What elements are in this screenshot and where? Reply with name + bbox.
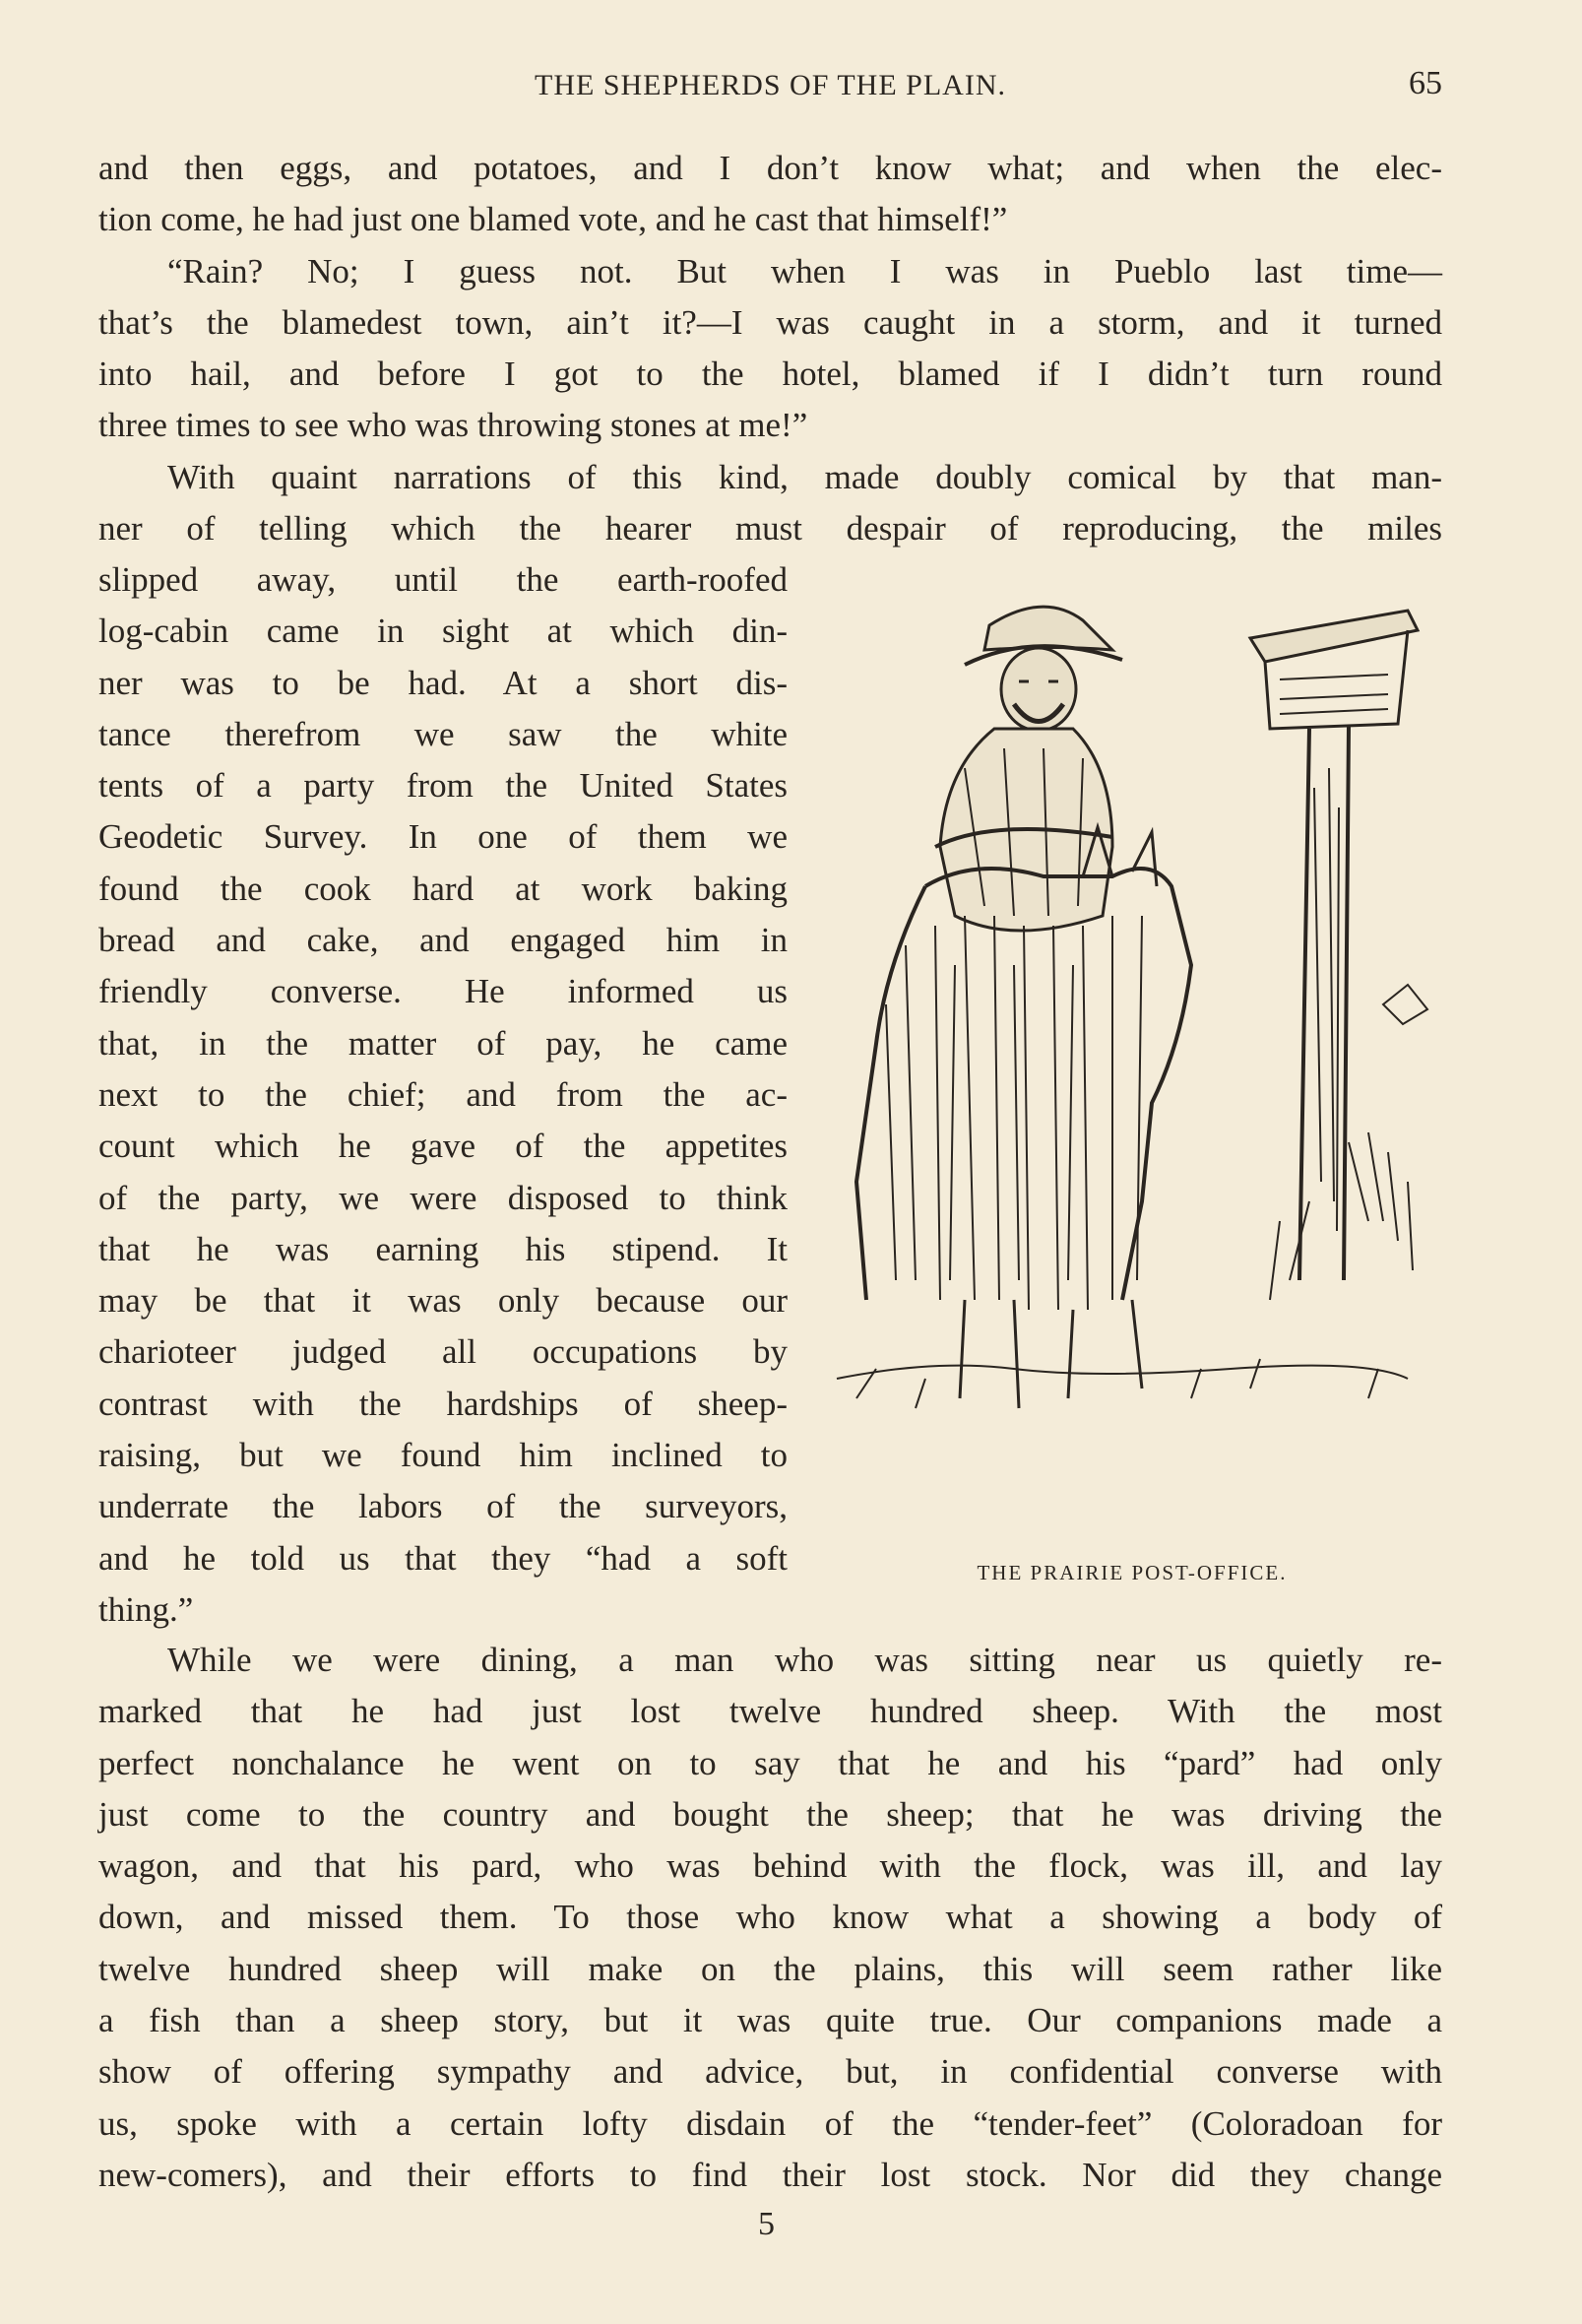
text-line: ner was to be had. At a short dis- — [98, 663, 788, 702]
text-line: thing.” — [98, 1589, 194, 1629]
text-line: tents of a party from the United States — [98, 766, 788, 806]
bottom-text-block — [98, 1635, 1442, 2201]
text-line: charioteer judged all occupations by — [98, 1332, 788, 1372]
text-line: contrast with the hardships of sheep- — [98, 1384, 788, 1423]
text-line: and then eggs, and potatoes, and I don’t know what; and when the elec- — [98, 149, 1442, 187]
text-line: down, and missed them. To those who know what a showing a body of — [98, 1898, 1442, 1937]
page-header — [98, 65, 1442, 108]
top-text-block — [98, 143, 1442, 554]
text-line: tion come, he had just one blamed vote, and he cast that himself!” — [98, 200, 1008, 239]
text-line: Geodetic Survey. In one of them we — [98, 817, 788, 857]
text-line: wagon, and that his pard, who was behind with the flock, was ill, and lay — [98, 1846, 1442, 1886]
text-line: us, spoke with a certain lofty disdain of the “tender-feet” (Coloradoan for — [98, 2103, 1442, 2143]
text-line: that he was earning his stipend. It — [98, 1229, 788, 1268]
text-line: of the party, we were disposed to think — [98, 1178, 788, 1217]
figure-caption: THE PRAIRIE POST-OFFICE. — [977, 1561, 1288, 1584]
text-line: a fish than a sheep story, but it was quite true. Our companions made a — [98, 2001, 1442, 2040]
prairie-post-office-illustration — [817, 591, 1442, 1507]
text-line: three times to see who was throwing stones at me!” — [98, 406, 808, 445]
paragraph — [98, 452, 1442, 555]
text-line: slipped away, until the earth-roofed — [98, 560, 788, 599]
text-line: log-cabin came in sight at which din- — [98, 612, 788, 651]
side-text-block — [98, 554, 788, 1636]
text-line: “Rain? No; I guess not. But when I was in Pueblo last time— — [167, 251, 1442, 290]
text-line: underrate the labors of the surveyors, — [98, 1487, 788, 1526]
text-line: may be that it was only because our — [98, 1281, 788, 1321]
text-line: friendly converse. He informed us — [98, 972, 788, 1011]
running-head: THE SHEPHERDS OF THE PLAIN. — [535, 69, 1006, 101]
text-line: With quaint narrations of this kind, made doubly comical by that man- — [167, 457, 1442, 496]
text-line: new-comers), and their efforts to find their lost stock. Nor did they change — [98, 2155, 1442, 2194]
text-line: twelve hundred sheep will make on the plains, this will seem rather like — [98, 1949, 1442, 1988]
text-line: While we were dining, a man who was sitting near us quietly re- — [167, 1641, 1442, 1679]
text-line: and he told us that they “had a soft — [98, 1538, 788, 1578]
text-line: that’s the blamedest town, ain’t it?—I was caught in a storm, and it turned — [98, 302, 1442, 342]
text-line: into hail, and before I got to the hotel, blamed if I didn’t turn round — [98, 355, 1442, 394]
text-line: tance therefrom we saw the white — [98, 714, 788, 753]
paragraph — [98, 143, 1442, 246]
text-line: raising, but we found him inclined to — [98, 1436, 788, 1475]
signature-mark: 5 — [758, 2206, 775, 2242]
text-line: that, in the matter of pay, he came — [98, 1023, 788, 1063]
text-line: found the cook hard at work baking — [98, 869, 788, 908]
text-line: next to the chief; and from the ac- — [98, 1074, 788, 1114]
text-line: show of offering sympathy and advice, but, in confidential converse with — [98, 2052, 1442, 2092]
illustration-drawing — [817, 591, 1442, 1507]
text-line: bread and cake, and engaged him in — [98, 921, 788, 960]
page-number: 65 — [1409, 65, 1442, 101]
text-line: count which he gave of the appetites — [98, 1127, 788, 1166]
text-line: perfect nonchalance he went on to say that he and his “pard” had only — [98, 1743, 1442, 1782]
text-line: just come to the country and bought the sheep; that he was driving the — [98, 1794, 1442, 1834]
paragraph — [98, 246, 1442, 452]
text-line: marked that he had just lost twelve hundred sheep. With the most — [98, 1692, 1442, 1731]
text-line: ner of telling which the hearer must despair of reproducing, the miles — [98, 509, 1442, 549]
